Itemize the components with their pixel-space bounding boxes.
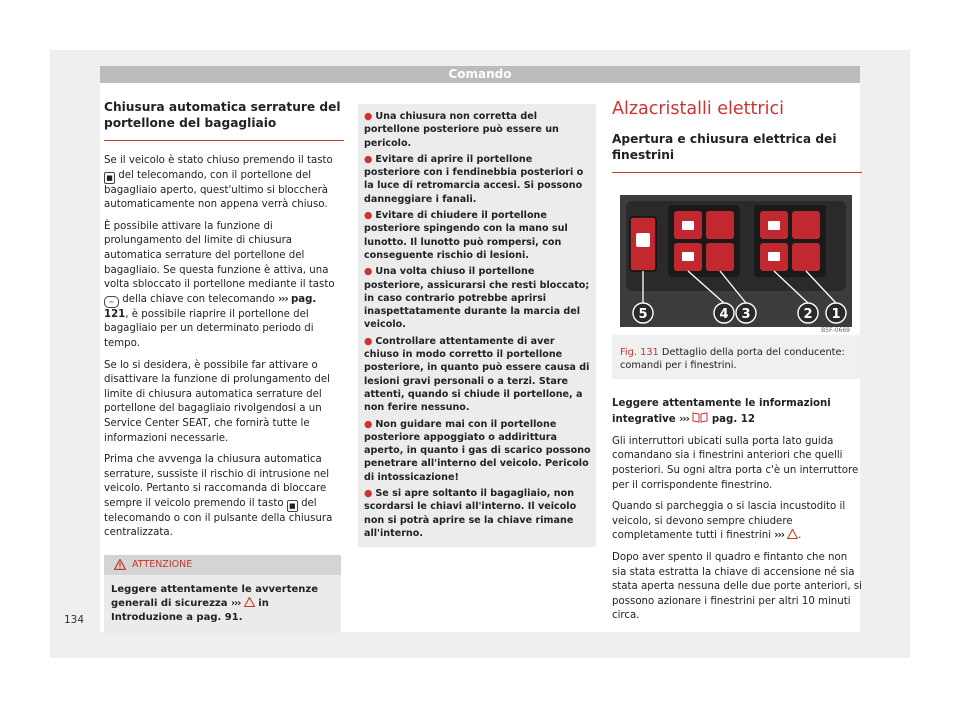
paragraph-3: Se lo si desidera, è possibile far attivare o disattivare la funzione di prolungamento del limite di chiusura automatica serrature del portellone del bagagliaio rivolgendosi a un Service Center SEAT, che fornirà tutte le informazioni necessarie. — [104, 359, 330, 444]
window-key-icon: ∼ — [104, 296, 119, 308]
warning-box — [104, 555, 341, 633]
list-item: ● Se si apre soltanto il bagagliaio, non scordarsi le chiavi all'interno. Il veicolo non si potrà aprire se la chiave rimane all'interno. — [364, 488, 577, 539]
paragraph-1-text-a: Se il veicolo è stato chiuso premendo il tasto — [104, 155, 333, 166]
figure-code: B5F-0669 — [821, 327, 850, 334]
paragraph-2-text-b: della chiave con telecomando — [122, 293, 275, 305]
paragraph-3: Dopo aver spento il quadro e fintanto che non sia stata estratta la chiave di accensione né sia stata aperta nessuna delle due porte anteriori, si possono azionare i finestrini per altri 10 minuti circa. — [612, 551, 862, 622]
arrow-icon: ››› — [230, 598, 241, 610]
arrow-icon: ››› — [278, 293, 288, 305]
list-item: ● Non guidare mai con il portellone posteriore appoggiato o addirittura aperto, in quanto i gas di scarico possono penetrare all'interno del veicolo. Pericolo di intossicazione! — [364, 418, 591, 483]
page-title: Alzacristalli elettrici — [612, 99, 784, 119]
page-link[interactable]: pag. 12 — [711, 414, 755, 426]
callout-4: 4 — [719, 307, 729, 322]
column-left — [104, 100, 344, 633]
arrow-icon: ››› — [679, 414, 689, 426]
arrow-icon: ››› — [774, 530, 784, 542]
paragraph-2: Quando si parcheggia o si lascia incustodito il veicolo, si devono sempre chiudere completamente tutti i finestrini ››› . — [612, 501, 846, 542]
paragraph-2 — [104, 220, 344, 352]
paragraph-2-text: Quando si parcheggia o si lascia incustodito il veicolo, si devono sempre chiudere completamente tutti i finestrini — [612, 501, 846, 542]
info-text: Leggere attentamente le informazioni integrative — [612, 397, 831, 426]
paragraph-1: Gli interruttori ubicati sulla porta lato guida comandano sia i finestrini anteriori che quelli posteriori. Su ogni altra porta c'è un interruttore per il corrispondente finestrino. — [612, 435, 859, 491]
list-item: ● Evitare di chiudere il portellone posteriore spingendo con la mano sul lunotto. Il lunotto può rompersi, con conseguente rischio di lesioni. — [364, 210, 568, 261]
callout-2: 2 — [803, 307, 813, 322]
list-item: ● Una chiusura non corretta del portellone posteriore può essere un pericolo. — [364, 111, 559, 149]
paragraph-4 — [104, 453, 344, 541]
page-number: 134 — [64, 614, 85, 626]
page-link[interactable]: pag. 121 — [104, 293, 317, 320]
callout-1: 1 — [831, 307, 841, 322]
warning-triangle-icon — [787, 529, 798, 539]
warning-triangle-icon — [114, 559, 126, 570]
section-subtitle: Apertura e chiusura elettrica dei finestrini — [612, 132, 862, 173]
lock-key-icon: ■ — [287, 500, 298, 512]
paragraph-4-text-b: del telecomando o con il pulsante della chiusura centralizzata. — [104, 497, 333, 539]
warning-text-b[interactable]: in Introduzione a pag. 91. — [111, 598, 269, 624]
warning-bullets-box — [358, 104, 596, 547]
list-item: ● Controllare attentamente di aver chiuso in modo corretto il portellone posteriore, in quanto può essere causa di lesioni gravi personali o a terzi. Stare attenti, quando si chiude il portellone, a non ferire nessuno. — [364, 335, 590, 414]
list-item: ● Una volta chiuso il portellone posteriore, assicurarsi che resti bloccato; in caso contrario potrebbe aprirsi inaspettatamente durante la marcia del veicolo. — [364, 266, 590, 331]
figure-caption — [612, 341, 860, 379]
paragraph-1-text-b: del telecomando, con il portellone del bagagliaio aperto, quest'ultimo si bloccherà automaticamente non appena verrà chiuso. — [104, 169, 329, 211]
paragraph-1 — [104, 154, 344, 213]
paragraph-2-text-a: È possibile attivare la funzione di prolungamento del limite di chiusura automatica serrature del portellone del bagagliaio. Se questa funzione è attiva, una volta sbloccato il portellone mediante il tasto — [104, 220, 335, 291]
paragraph-2-text-c: , è possibile riaprire il portellone del bagagliaio per un determinato periodo di tempo. — [104, 308, 314, 349]
figure-caption-text: Dettaglio della porta del conducente: comandi per i finestrini. — [620, 346, 845, 371]
section-header: Comando — [100, 66, 860, 83]
paragraph-4-text-a: Prima che avvenga la chiusura automatica serrature, sussiste il rischio di intrusione nel veicolo. Pertanto si raccomanda di bloccare sempre il veicolo premendo il tasto — [104, 454, 330, 509]
figure-label: Fig. 131 — [620, 346, 659, 358]
door-switch-image — [612, 185, 860, 335]
callout-3: 3 — [741, 307, 751, 322]
figure — [612, 185, 860, 379]
column-right — [612, 98, 862, 631]
warning-header — [104, 555, 341, 575]
warning-triangle-icon — [244, 597, 255, 607]
warning-text-a: Leggere attentamente le avvertenze generali di sicurezza — [111, 584, 319, 610]
callout-5: 5 — [638, 307, 648, 322]
info-reference — [612, 397, 862, 428]
warning-body — [104, 575, 341, 633]
lock-key-icon: ■ — [104, 172, 115, 184]
list-item: ● Evitare di aprire il portellone posteriore con i fendinebbia posteriori o la luce di retromarcia accesi. Si possono danneggiare i fanali. — [364, 153, 584, 205]
section-heading: Chiusura automatica serrature del portellone del bagagliaio — [104, 100, 344, 141]
warning-title: ATTENZIONE — [132, 559, 193, 571]
info-book-icon — [692, 411, 708, 423]
column-middle — [358, 104, 596, 547]
